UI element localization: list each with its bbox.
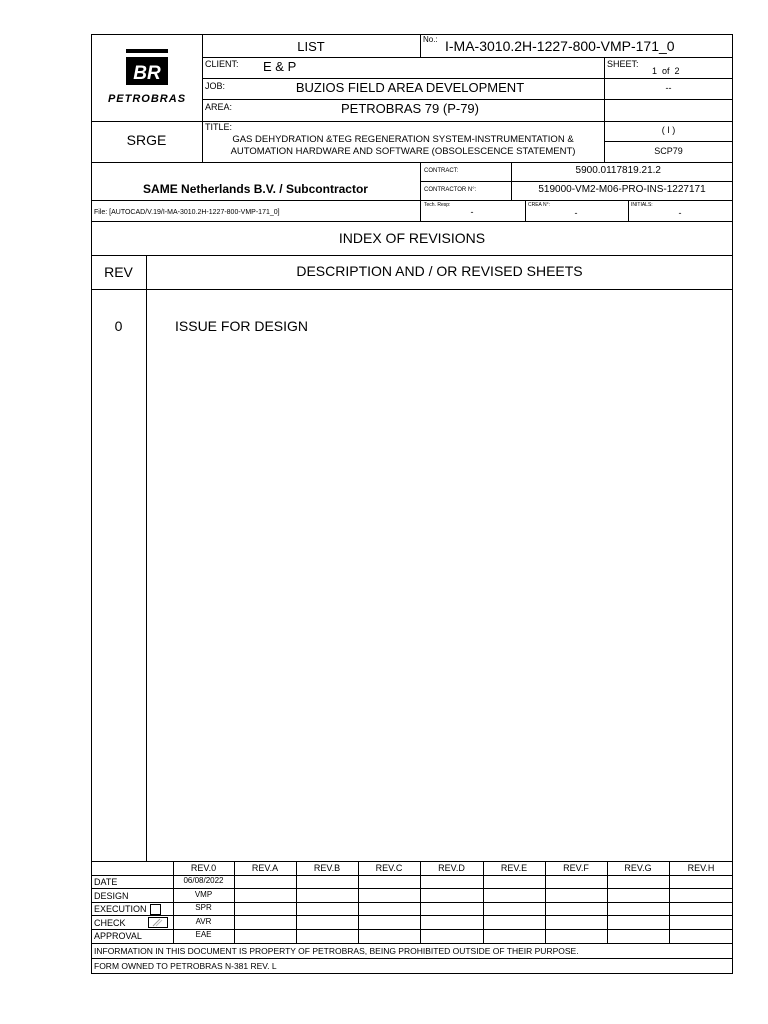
contract-value: 5900.0117819.21.2: [575, 165, 661, 176]
rev-col-h: REV.H: [687, 863, 715, 873]
logo-name: PETROBRAS: [107, 93, 187, 105]
rev-col-e: REV.E: [500, 863, 528, 873]
initials-value: -: [678, 208, 682, 218]
row-rev0-value: AVR: [195, 917, 212, 926]
svg-text:BR: BR: [133, 63, 161, 84]
description-column-header: DESCRIPTION AND / OR REVISED SHEETS: [296, 263, 583, 279]
file-path: File: [AUTOCAD/V.19/I-MA-3010.2H-1227-800-VMP-171_0]: [94, 209, 280, 216]
srge-label: SRGE: [126, 132, 167, 148]
rev-col-g: REV.G: [624, 863, 652, 873]
rev-col-f: REV.F: [563, 863, 589, 873]
title-label: TITLE:: [205, 122, 233, 132]
rev-col-c: REV.C: [375, 863, 403, 873]
tech-resp-value: -: [470, 207, 474, 217]
company-name: SAME Netherlands B.V. / Subcontractor: [143, 182, 368, 196]
title-line-2: AUTOMATION HARDWARE AND SOFTWARE (OBSOLESCENCE STATEMENT): [230, 146, 576, 157]
crea-value: -: [574, 208, 578, 218]
initials-label: INITIALS:: [631, 202, 653, 208]
rev-col-b: REV.B: [313, 863, 341, 873]
row-label: DATE: [94, 877, 118, 887]
row-label: CHECK: [94, 918, 126, 928]
job-value: BUZIOS FIELD AREA DEVELOPMENT: [295, 80, 525, 95]
revisions-title: INDEX OF REVISIONS: [338, 230, 486, 246]
doc-type: LIST: [297, 39, 325, 54]
job-right-value: --: [665, 83, 672, 93]
footer-info: INFORMATION IN THIS DOCUMENT IS PROPERTY OF PETROBRAS, BEING PROHIBITED OUTSIDE OF THEIR PURPOSE.: [94, 946, 579, 956]
rev-col-a: REV.A: [251, 863, 279, 873]
client-label: CLIENT:: [205, 59, 239, 69]
area-value: PETROBRAS 79 (P-79): [341, 101, 479, 116]
check-checkbox[interactable]: [148, 917, 168, 928]
job-label: JOB:: [205, 81, 226, 91]
area-label: AREA:: [205, 102, 233, 112]
client-value: E & P: [263, 59, 297, 74]
row-label: DESIGN: [94, 891, 129, 901]
sheet-label: SHEET:: [607, 59, 639, 69]
scp-value: SCP79: [654, 146, 683, 156]
doc-number: I-MA-3010.2H-1227-800-VMP-171_0: [445, 38, 675, 54]
rev-col-d: REV.D: [438, 863, 465, 873]
footer-form: FORM OWNED TO PETROBRAS N-381 REV. L: [94, 961, 277, 971]
rev-column-header: REV: [104, 264, 133, 280]
row-rev0-value: SPR: [195, 903, 212, 912]
sheet-value: 1 of 2: [652, 66, 680, 76]
contract-label: CONTRACT:: [424, 168, 459, 174]
row-label: APPROVAL: [94, 931, 142, 941]
no-label: No.:: [423, 35, 438, 44]
classification-value: ( I ): [661, 125, 676, 135]
row-label: EXECUTION: [94, 904, 147, 914]
revision-description: ISSUE FOR DESIGN: [175, 318, 309, 334]
pen-icon: [149, 918, 167, 927]
petrobras-logo: [96, 46, 198, 108]
execution-checkbox[interactable]: [150, 904, 161, 915]
rev-col-0: REV.0: [190, 863, 217, 873]
tech-resp-label: Tech. Resp:: [424, 202, 451, 208]
contractor-label: CONTRACTOR N°:: [424, 187, 477, 193]
row-rev0-value: EAE: [195, 930, 212, 939]
row-rev0-value: 06/08/2022: [183, 876, 224, 885]
revision-number: 0: [114, 318, 123, 334]
contractor-value: 519000-VM2-M06-PRO-INS-1227171: [538, 184, 706, 195]
crea-label: CREA N°:: [528, 202, 551, 208]
title-line-1: GAS DEHYDRATION &TEG REGENERATION SYSTEM-INSTRUMENTATION &: [232, 134, 574, 145]
row-rev0-value: VMP: [194, 890, 213, 899]
